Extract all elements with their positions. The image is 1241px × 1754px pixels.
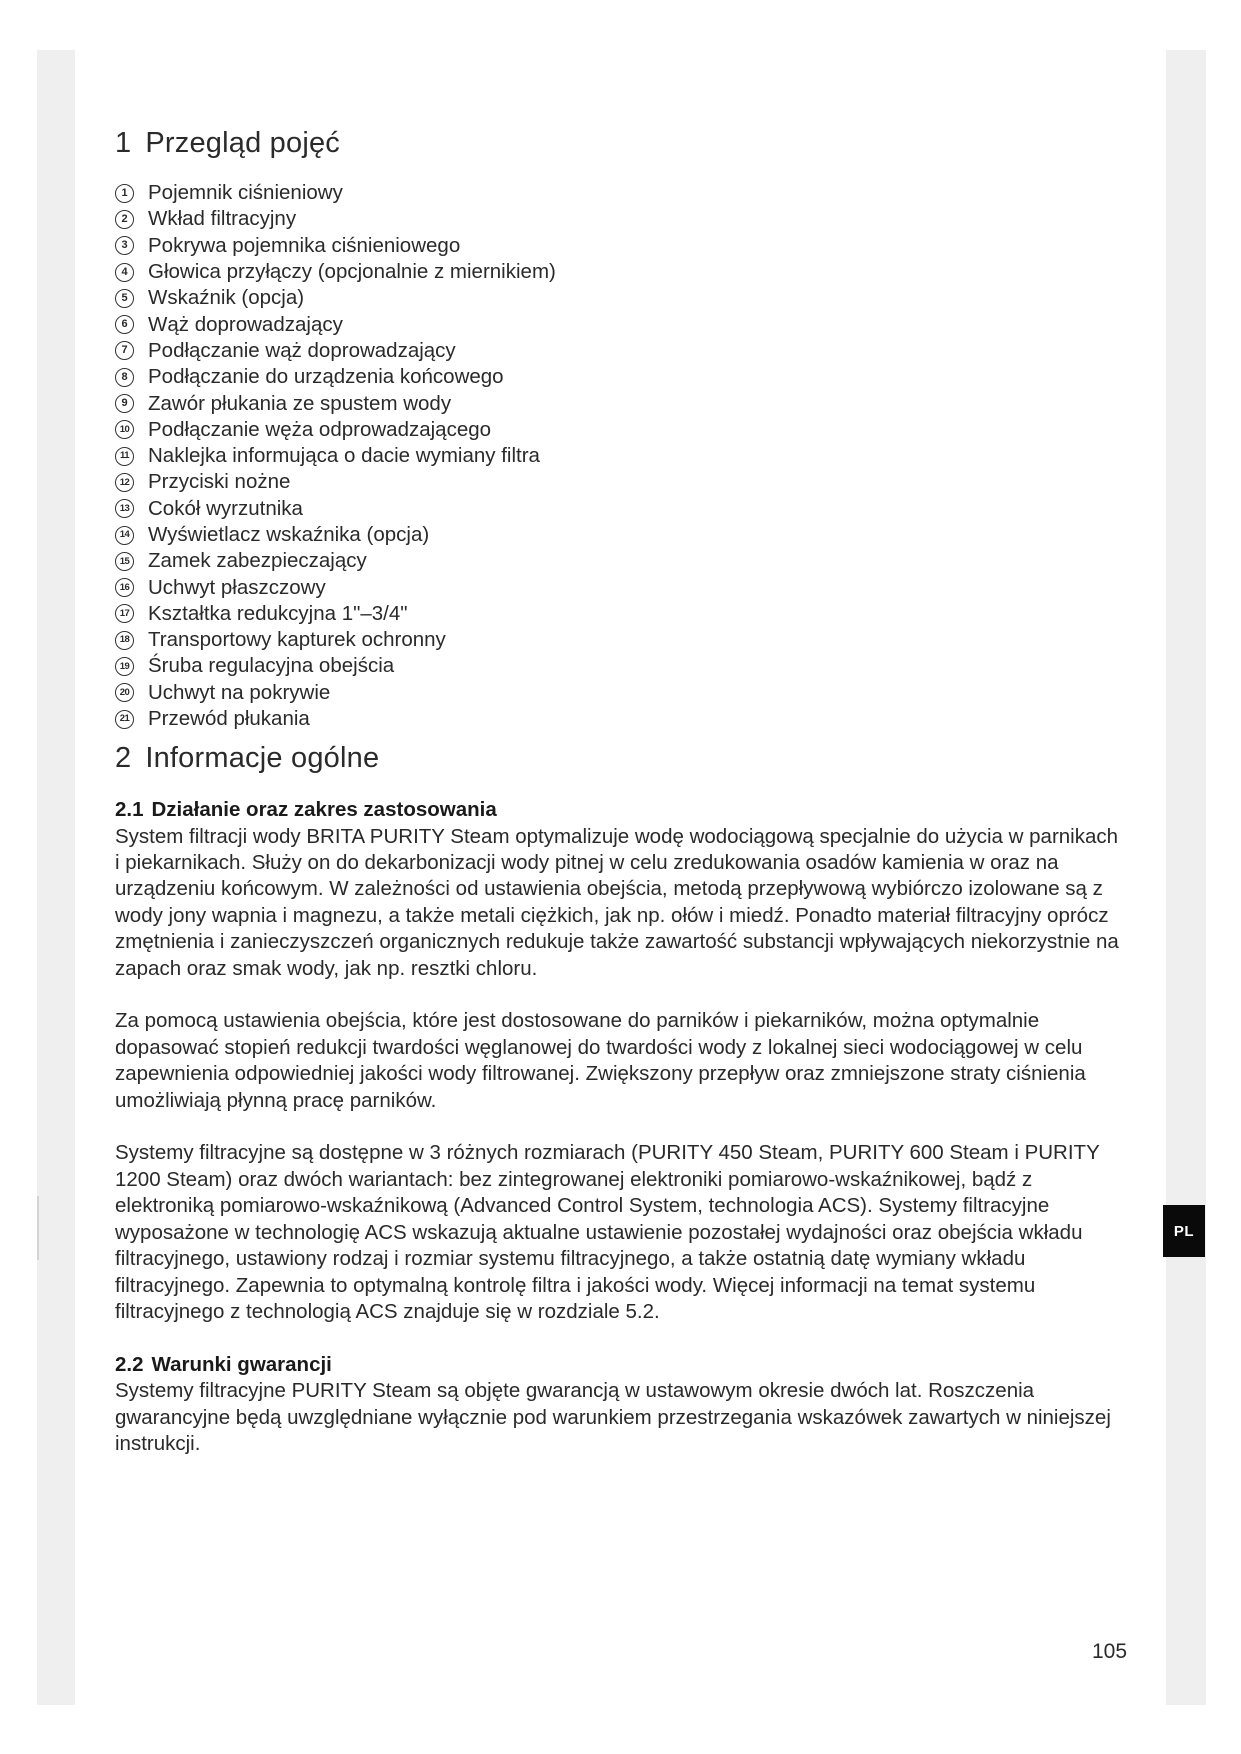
subsection-2-2-title: Warunki gwarancji xyxy=(151,1352,332,1376)
section-2-number: 2 xyxy=(115,742,132,775)
legend-item-label: Kształtka redukcyjna 1"–3/4" xyxy=(148,601,408,625)
parts-legend-list xyxy=(115,180,1120,732)
legend-item-label: Uchwyt płaszczowy xyxy=(148,575,326,599)
legend-item xyxy=(115,338,1120,364)
left-margin-band xyxy=(37,50,75,1705)
circled-number-icon: 12 xyxy=(115,473,134,492)
legend-item xyxy=(115,706,1120,732)
circled-number-icon: 8 xyxy=(115,368,134,387)
circled-number-icon: 10 xyxy=(115,420,134,439)
legend-item-label: Wskaźnik (opcja) xyxy=(148,286,305,310)
right-margin-band xyxy=(1166,50,1206,1705)
legend-item xyxy=(115,522,1120,548)
language-tab: PL xyxy=(1163,1205,1205,1257)
legend-item xyxy=(115,180,1120,206)
legend-item xyxy=(115,233,1120,259)
legend-item-label: Przyciski nożne xyxy=(148,470,291,494)
circled-number-icon: 1 xyxy=(115,184,134,203)
legend-item-label: Podłączanie wąż doprowadzający xyxy=(148,338,456,362)
subsection-2-1-title: Działanie oraz zakres zastosowania xyxy=(151,798,497,822)
legend-item-label: Zamek zabezpieczający xyxy=(148,549,367,573)
legend-item-label: Podłączanie do urządzenia końcowego xyxy=(148,365,504,389)
legend-item xyxy=(115,627,1120,653)
legend-item xyxy=(115,259,1120,285)
legend-item xyxy=(115,548,1120,574)
legend-item-label: Wkład filtracyjny xyxy=(148,207,297,231)
legend-item xyxy=(115,390,1120,416)
section-1-number: 1 xyxy=(115,127,132,159)
circled-number-icon: 18 xyxy=(115,631,134,650)
legend-item xyxy=(115,496,1120,522)
legend-item xyxy=(115,469,1120,495)
legend-item-label: Naklejka informująca o dacie wymiany filtra xyxy=(148,444,540,468)
legend-item-label: Uchwyt na pokrywie xyxy=(148,680,331,704)
circled-number-icon: 5 xyxy=(115,289,134,308)
circled-number-icon: 6 xyxy=(115,315,134,334)
legend-item-label: Zawór płukania ze spustem wody xyxy=(148,391,452,415)
legend-item-label: Transportowy kapturek ochronny xyxy=(148,628,446,652)
circled-number-icon: 2 xyxy=(115,210,134,229)
circled-number-icon: 13 xyxy=(115,499,134,518)
circled-number-icon: 3 xyxy=(115,236,134,255)
paragraph: Systemy filtracyjne są dostępne w 3 różnych rozmiarach (PURITY 450 Steam, PURITY 600 Steam i PURITY 1200 Steam) oraz dwóch wariantach: bez zintegrowanej elektroniki pomiarowo-wskaźnikowej, bądź z elektroniką pomiarowo-wskaźnikową (Advanced Control System, technologia ACS). Systemy filtracyjne wyposażone w technologię ACS wskazują aktualne ustawienie pozostałej wydajności oraz obejścia wkładu filtracyjnego, ustawiony rodzaj i rozmiar systemu filtracyjnego, a także ostatnią datę wymiany wkładu filtracyjnego. Zapewnia to optymalną kontrolę filtra i jakości wody. Więcej informacji na temat systemu filtracyjnego z technologią ACS znajduje się w rozdziale 5.2. xyxy=(115,1141,1100,1323)
subsection-2-2-number: 2.2 xyxy=(115,1352,144,1376)
legend-item xyxy=(115,206,1120,232)
legend-item-label: Przewód płukania xyxy=(148,707,310,731)
circled-number-icon: 11 xyxy=(115,447,134,466)
circled-number-icon: 15 xyxy=(115,552,134,571)
section-2-title: Informacje ogólne xyxy=(145,742,380,775)
paragraph: Za pomocą ustawienia obejścia, które jest dostosowane do parników i piekarników, można optymalnie dopasować stopień redukcji twardości węglanowej do twardości wody z lokalnej sieci wodociągowej w celu zapewnienia odpowiedniej jakości wody filtrowanej. Zwiększony przepływ oraz zmniejszone straty ciśnienia umożliwiają płynną pracę parników. xyxy=(115,1009,1086,1112)
legend-item-label: Pojemnik ciśnieniowy xyxy=(148,181,343,205)
legend-item-label: Wąż doprowadzający xyxy=(148,312,343,336)
paragraph: Systemy filtracyjne PURITY Steam są objęte gwarancją w ustawowym okresie dwóch lat. Roszczenia gwarancyjne będą uwzględniane wyłącznie pod warunkiem przestrzegania wskazówek zawartych w niniejszej instrukcji. xyxy=(115,1379,1111,1455)
legend-item xyxy=(115,653,1120,679)
legend-item-label: Cokół wyrzutnika xyxy=(148,496,303,520)
legend-item-label: Podłączanie węża odprowadzającego xyxy=(148,417,492,441)
subsection-2-2 xyxy=(115,1352,1120,1458)
circled-number-icon: 9 xyxy=(115,394,134,413)
circled-number-icon: 7 xyxy=(115,341,134,360)
margin-mark xyxy=(37,1196,39,1260)
circled-number-icon: 16 xyxy=(115,578,134,597)
page-content xyxy=(115,127,1120,1484)
legend-item xyxy=(115,417,1120,443)
subsection-2-2-heading xyxy=(115,1352,1120,1378)
circled-number-icon: 19 xyxy=(115,657,134,676)
subsection-2-1 xyxy=(115,797,1120,1325)
section-1-heading xyxy=(115,127,1120,160)
circled-number-icon: 14 xyxy=(115,526,134,545)
paragraph: System filtracji wody BRITA PURITY Steam optymalizuje wodę wodociągową specjalnie do użycia w parnikach i piekarnikach. Służy on do dekarbonizacji wody pitnej w celu zredukowania osadów kamienia w oraz na urządzeniu końcowym. W zależności od ustawienia obejścia, metodą przepływową wybiórczo izolowane są z wody jony wapnia i magnezu, a także metali ciężkich, jak np. ołów i miedź. Ponadto materiał filtracyjny oprócz zmętnienia i zanieczyszczeń organicznych redukuje także zawartość substancji wpływających niekorzystnie na zapach oraz smak wody, jak np. resztki chloru. xyxy=(115,824,1119,980)
circled-number-icon: 17 xyxy=(115,604,134,623)
section-2-heading xyxy=(115,742,1120,775)
legend-item-label: Śruba regulacyjna obejścia xyxy=(148,654,395,678)
subsection-2-1-number: 2.1 xyxy=(115,798,144,822)
legend-item xyxy=(115,443,1120,469)
legend-item-label: Wyświetlacz wskaźnika (opcja) xyxy=(148,523,430,546)
legend-item xyxy=(115,364,1120,390)
page-number: 105 xyxy=(1092,1640,1128,1663)
subsection-2-1-heading xyxy=(115,797,1120,823)
section-1-title: Przegląd pojęć xyxy=(145,127,340,159)
circled-number-icon: 21 xyxy=(115,710,134,729)
circled-number-icon: 20 xyxy=(115,683,134,702)
legend-item xyxy=(115,601,1120,627)
legend-item xyxy=(115,680,1120,706)
legend-item xyxy=(115,574,1120,600)
legend-item xyxy=(115,285,1120,311)
legend-item-label: Pokrywa pojemnika ciśnieniowego xyxy=(148,233,461,257)
legend-item-label: Głowica przyłączy (opcjonalnie z miernikiem) xyxy=(148,260,556,284)
legend-item xyxy=(115,311,1120,337)
circled-number-icon: 4 xyxy=(115,263,134,282)
